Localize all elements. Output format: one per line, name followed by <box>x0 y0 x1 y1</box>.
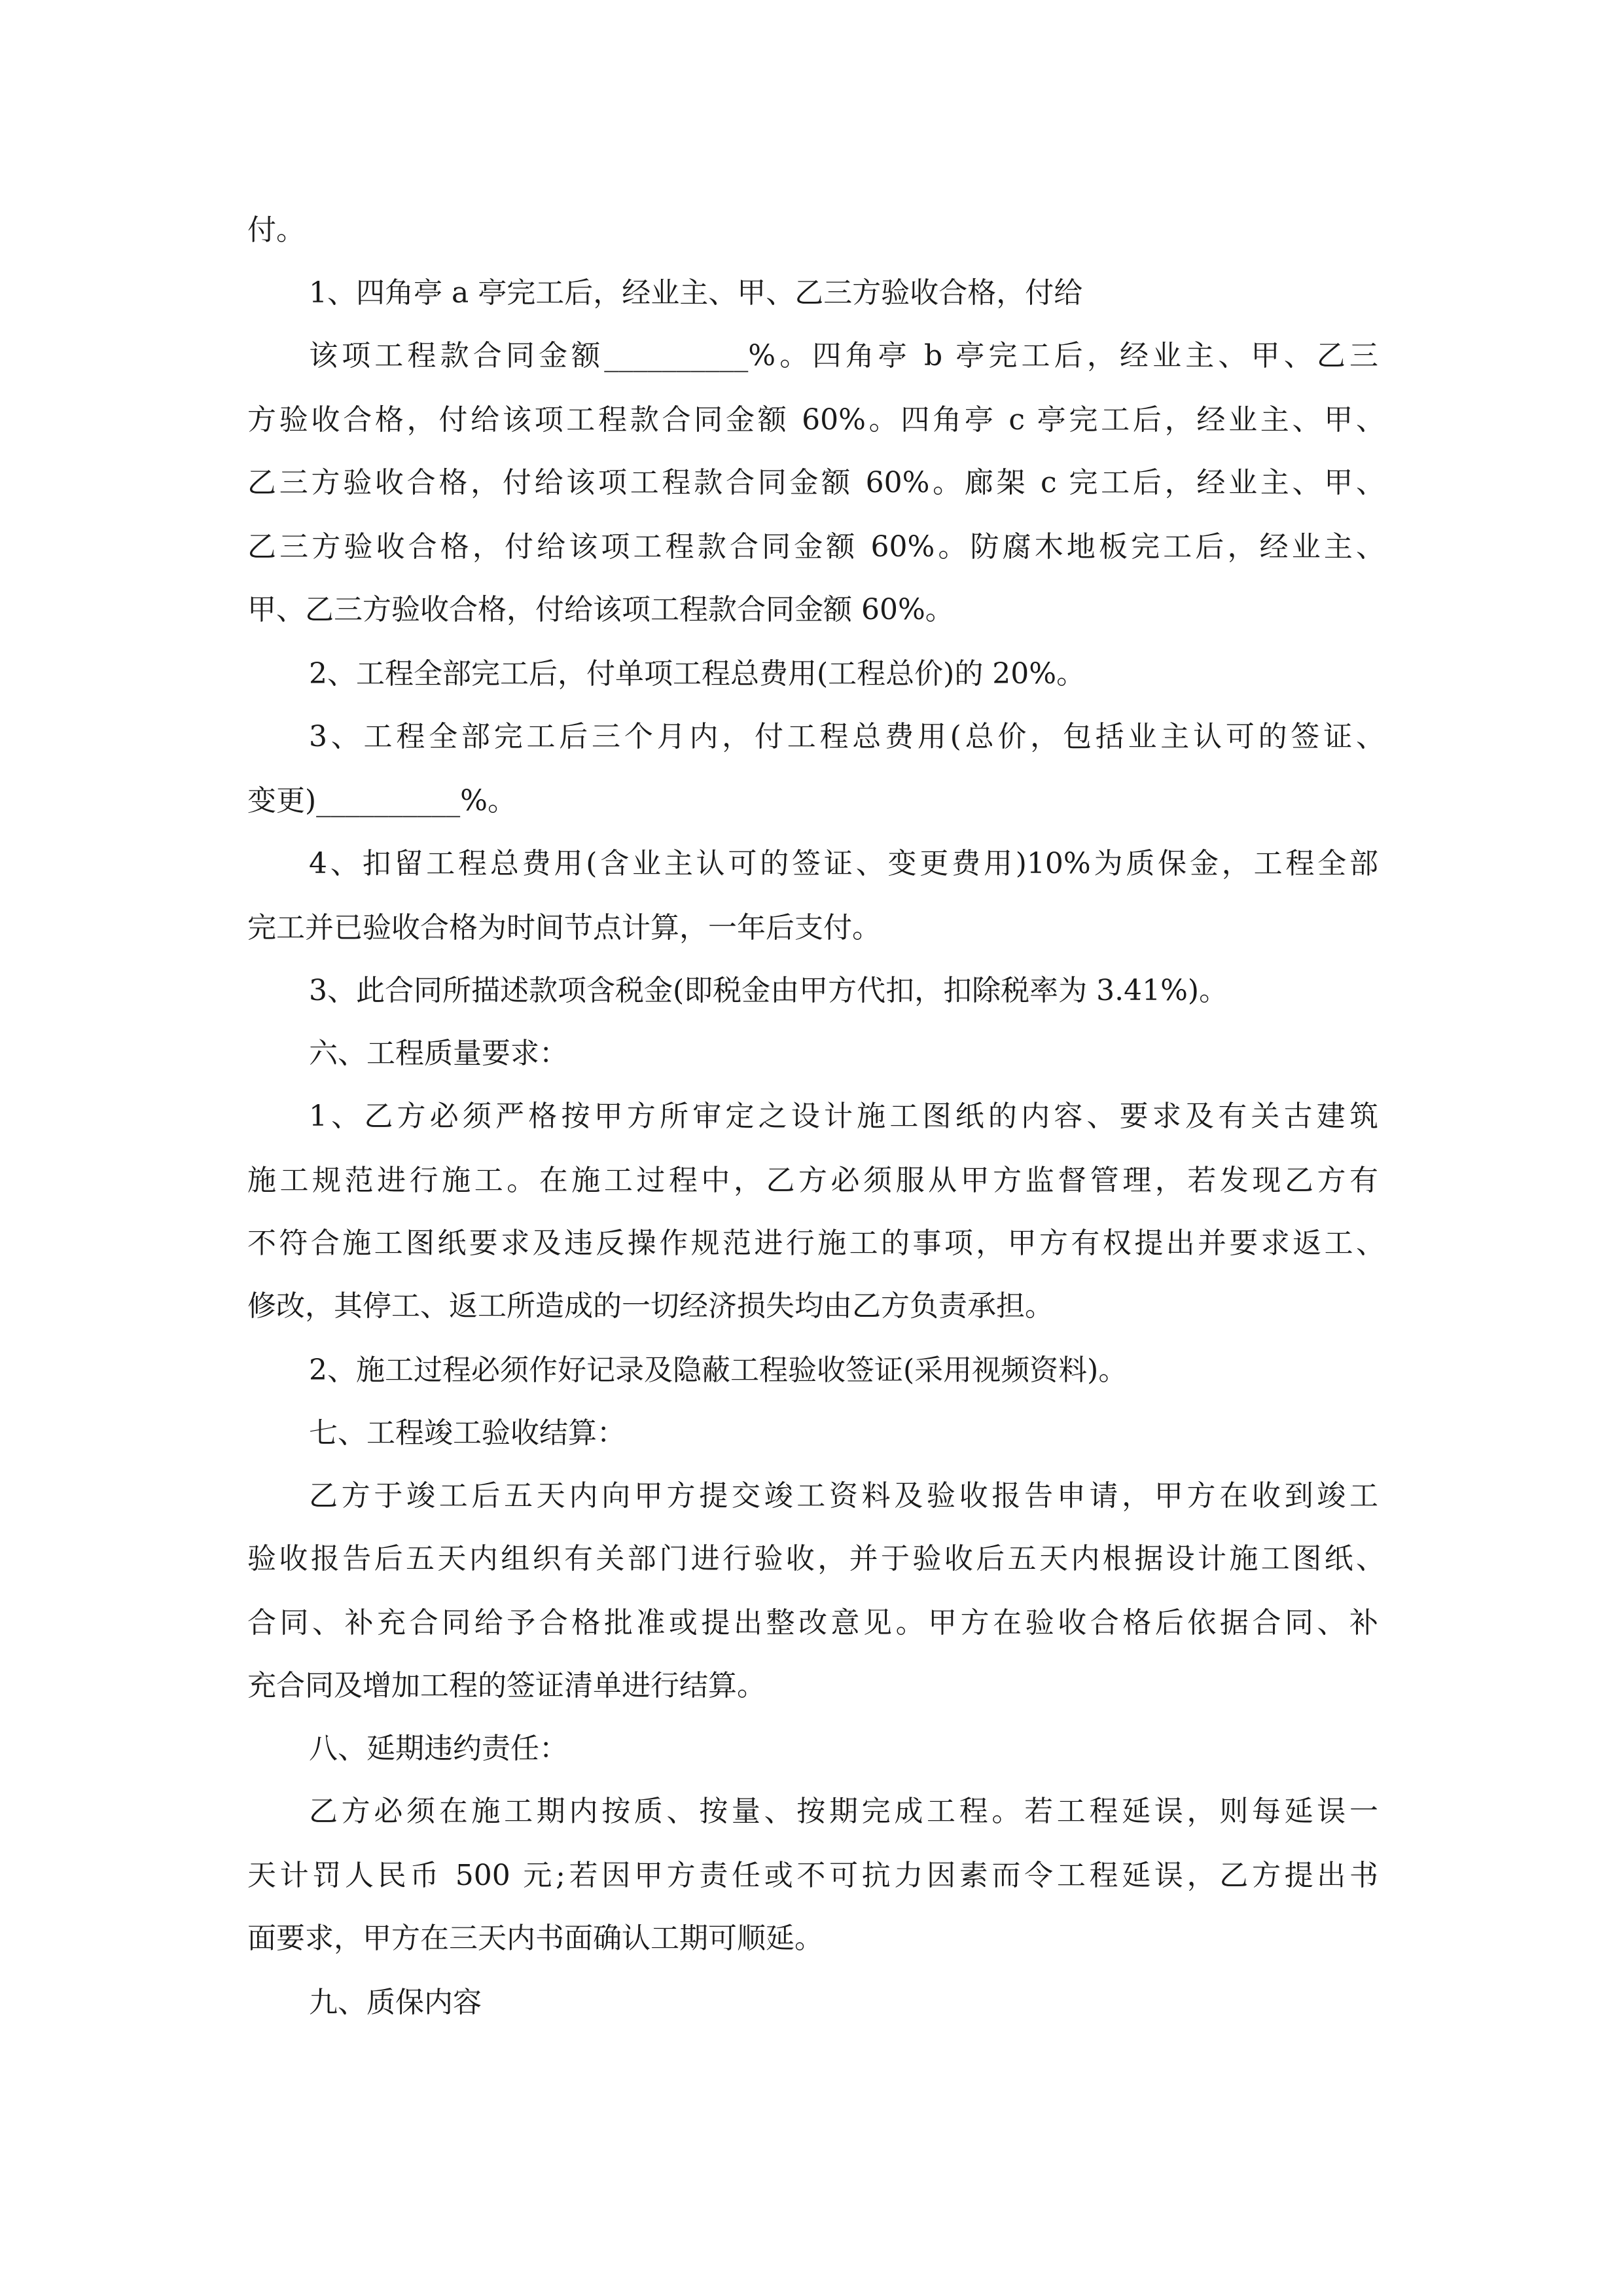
text-line: 付。 <box>247 213 305 247</box>
text-line: 乙方于竣工后五天内向甲方提交竣工资料及验收报告申请，甲方在收到竣工 <box>309 1479 1378 1513</box>
section-heading: 七、工程竣工验收结算： <box>309 1416 626 1450</box>
text-line: 乙三方验收合格，付给该项工程款合同金额 60%。廊架 c 完工后，经业主、甲、 <box>247 466 1385 499</box>
text-line: 4、扣留工程总费用(含业主认可的签证、变更费用)10%为质保金，工程全部 <box>309 847 1378 880</box>
text-line: 变更)__________%。 <box>247 784 516 817</box>
text-line: 合同、补充合同给予合格批准或提出整改意见。甲方在验收合格后依据合同、补 <box>247 1606 1378 1640</box>
text-line: 乙三方验收合格，付给该项工程款合同金额 60%。防腐木地板完工后，经业主、 <box>247 530 1385 564</box>
text-line: 1、四角亭 a 亭完工后，经业主、甲、乙三方验收合格，付给 <box>309 276 1083 310</box>
text-line: 验收报告后五天内组织有关部门进行验收，并于验收后五天内根据设计施工图纸、 <box>247 1542 1385 1575</box>
text-line: 3、工程全部完工后三个月内，付工程总费用(总价，包括业主认可的签证、 <box>309 720 1385 753</box>
text-line: 乙方必须在施工期内按质、按量、按期完成工程。若工程延误，则每延误一 <box>309 1795 1378 1828</box>
text-line: 天计罚人民币 500 元;若因甲方责任或不可抗力因素而令工程延误，乙方提出书 <box>247 1859 1378 1892</box>
section-heading: 八、延期违约责任： <box>309 1732 568 1765</box>
section-heading: 九、质保内容 <box>309 1986 482 2019</box>
text-line: 甲、乙三方验收合格，付给该项工程款合同金额 60%。 <box>247 593 954 626</box>
text-line: 面要求，甲方在三天内书面确认工期可顺延。 <box>247 1922 823 1955</box>
text-line: 施工规范进行施工。在施工过程中，乙方必须服从甲方监督管理，若发现乙方有 <box>247 1164 1378 1197</box>
text-line: 修改，其停工、返工所造成的一切经济损失均由乙方负责承担。 <box>247 1289 1054 1323</box>
text-line: 充合同及增加工程的签证清单进行结算。 <box>247 1669 766 1702</box>
text-line: 2、工程全部完工后，付单项工程总费用(工程总价)的 20%。 <box>309 657 1086 691</box>
text-line: 不符合施工图纸要求及违反操作规范进行施工的事项，甲方有权提出并要求返工、 <box>247 1227 1385 1260</box>
text-line: 该项工程款合同金额__________%。四角亭 b 亭完工后，经业主、甲、乙三 <box>309 339 1378 372</box>
text-line: 2、施工过程必须作好记录及隐蔽工程验收签证(采用视频资料)。 <box>309 1354 1128 1387</box>
text-line: 3、此合同所描述款项含税金(即税金由甲方代扣，扣除税率为 3.41%)。 <box>309 974 1228 1007</box>
text-line: 1、乙方必须严格按甲方所审定之设计施工图纸的内容、要求及有关古建筑 <box>309 1100 1378 1133</box>
section-heading: 六、工程质量要求： <box>309 1037 568 1070</box>
text-line: 方验收合格，付给该项工程款合同金额 60%。四角亭 c 亭完工后，经业主、甲、 <box>247 403 1385 437</box>
text-line: 完工并已验收合格为时间节点计算，一年后支付。 <box>247 911 881 944</box>
